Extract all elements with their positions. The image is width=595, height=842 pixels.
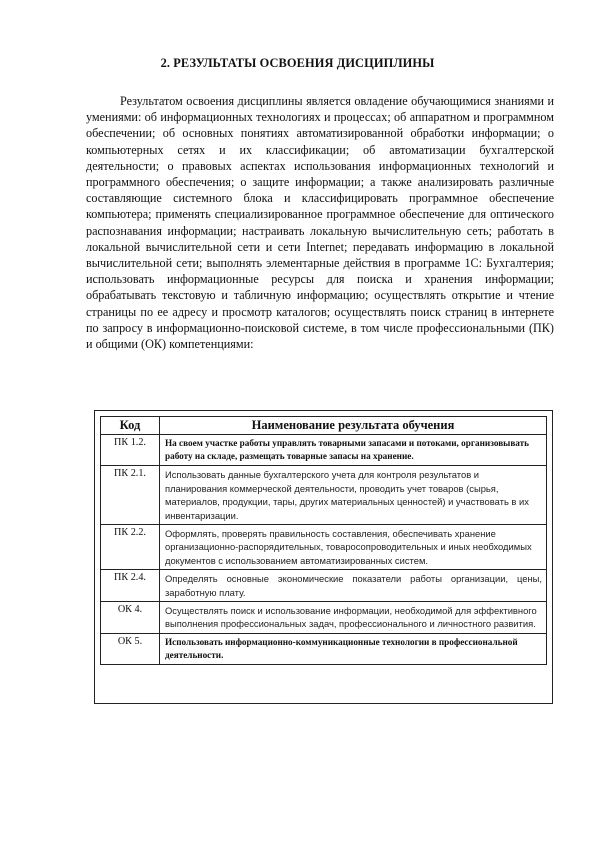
row-result-text: Осуществлять поиск и использование информации, необходимой для эффективного выполнения профессиональных задач, профессионального и личностного развития. — [160, 602, 547, 634]
row-code: ОК 5. — [101, 633, 160, 664]
table-header-row — [101, 417, 547, 435]
row-result-text: Использовать информационно-коммуникационные технологии в профессиональной деятельности. — [160, 633, 547, 664]
row-code: ОК 4. — [101, 602, 160, 634]
row-code: ПК 2.2. — [101, 525, 160, 570]
row-result-text: Использовать данные бухгалтерского учета для контроля результатов и планирования коммерческой деятельности, проводить учет товаров (сырья, материалов, продукции, тары, других материальных ценностей) и участвовать в их инвентаризации. — [160, 466, 547, 525]
table-row — [101, 466, 547, 525]
row-code: ПК 1.2. — [101, 435, 160, 466]
header-code: Код — [101, 417, 160, 435]
table-row — [101, 435, 547, 466]
row-code: ПК 2.4. — [101, 570, 160, 602]
table-row — [101, 570, 547, 602]
table-row — [101, 633, 547, 664]
results-table — [100, 416, 547, 665]
row-result-text: Оформлять, проверять правильность составления, обеспечивать хранение организационно-распорядительных, товаросопроводительных и иных необходимых документов с использованием автоматизированных систем. — [160, 525, 547, 570]
intro-paragraph: Результатом освоения дисциплины является овладение обучающимися знаниями и умениями: об информационных технологиях и процессах; об аппаратном и программном обеспечении; об основных понятиях автоматизированной обработки информации; о компьютерных сетях и их классификации; об автоматизации бухгалтерской деятельности; о правовых аспектах использования информационных технологий и программного обеспечения; о защите информации; а также анализировать различные составляющие системного блока и классифицировать программное обеспечение компьютера; применять специализированное программное обеспечение для оптического распознавания информации; настраивать локальную вычислительную сеть; работать в локальной вычислительной сети и сети Internet; передавать информацию в локальной вычислительной сети; выполнять элементарные действия в программе 1С: Бухгалтерия; использовать информационные ресурсы для поиска и хранения информации; обрабатывать текстовую и табличную информацию; осуществлять открытие и чтение страницы по ее адресу и просмотр каталогов; осуществлять поиск страниц в интернете по запросу в информационно-поисковой системе, в том числе профессиональными (ПК) и общими (ОК) компетенциями: — [86, 94, 554, 352]
row-code: ПК 2.1. — [101, 466, 160, 525]
row-result-text: На своем участке работы управлять товарными запасами и потоками, организовывать работу на складе, размещать товарные запасы на хранение. — [160, 435, 547, 466]
row-result-text: Определять основные экономические показатели работы организации, цены, заработную плату. — [160, 570, 547, 602]
table-row — [101, 602, 547, 634]
page-title: 2. РЕЗУЛЬТАТЫ ОСВОЕНИЯ ДИСЦИПЛИНЫ — [160, 56, 435, 70]
table-row — [101, 525, 547, 570]
header-result: Наименование результата обучения — [160, 417, 547, 435]
